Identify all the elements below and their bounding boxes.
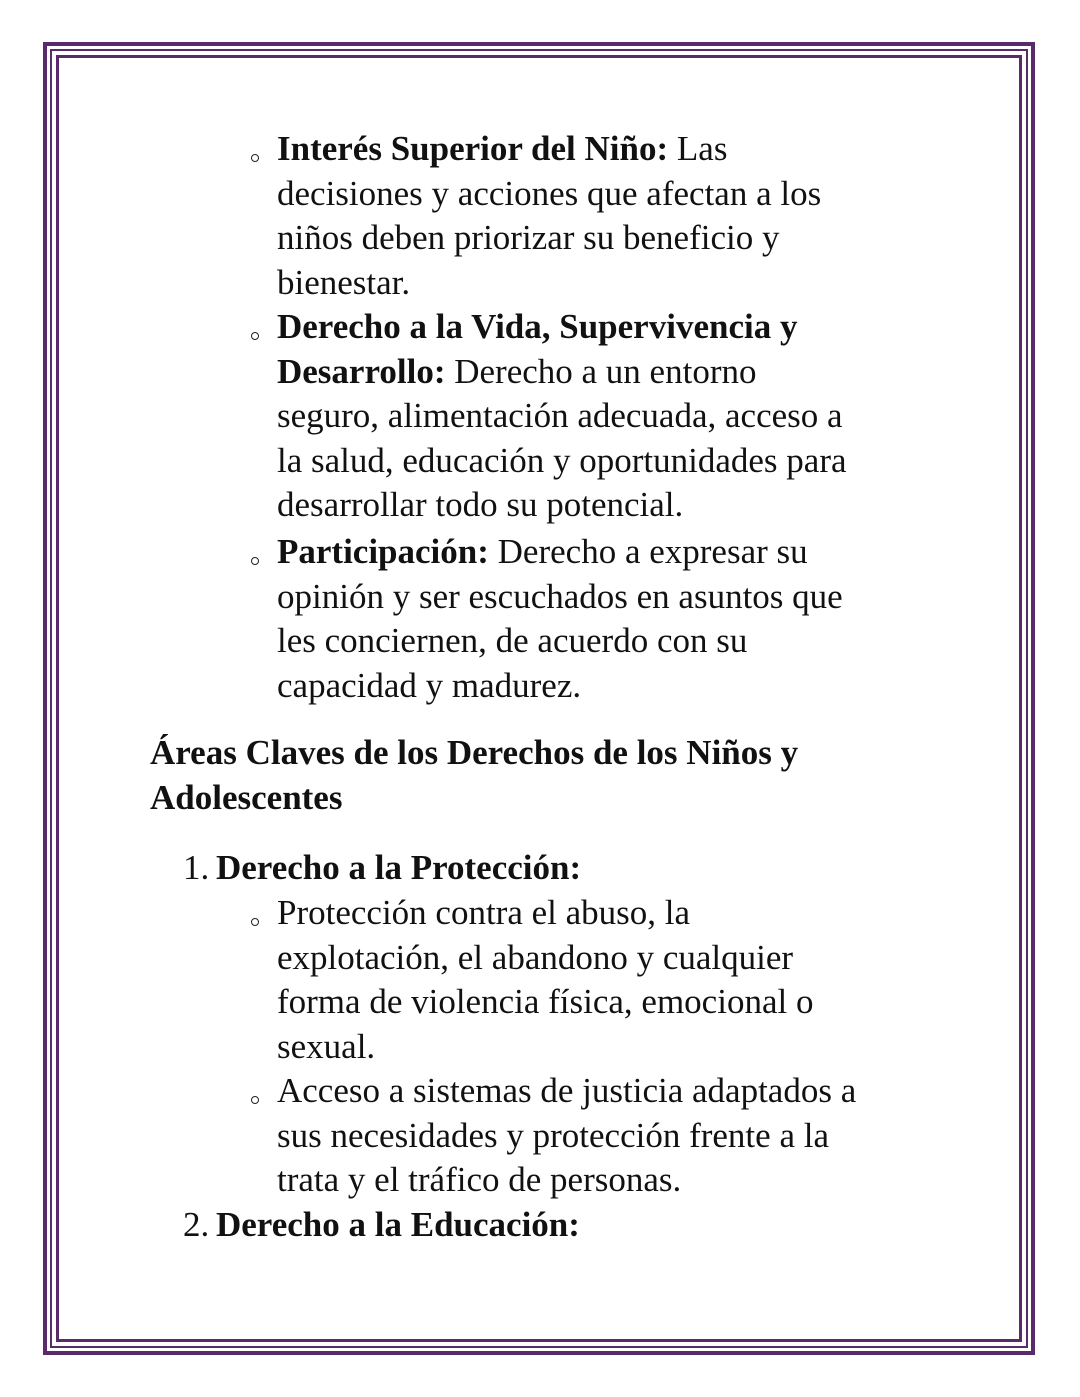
principle-title: Participación: <box>277 532 489 571</box>
principle-text: la salud, educación y oportunidades para <box>277 440 847 480</box>
principle-item <box>277 127 937 305</box>
principle-title: Derecho a la Vida, Supervivencia y <box>277 307 798 346</box>
bullet-circle-icon <box>251 1096 259 1104</box>
bullet-circle-icon <box>251 332 259 340</box>
area-title: Derecho a la Protección: <box>216 848 582 887</box>
principle-item <box>277 305 937 528</box>
area-item-text: forma de violencia física, emocional o <box>277 982 814 1021</box>
principle-title: Desarrollo: <box>277 351 446 391</box>
principle-text: bienestar. <box>277 262 411 302</box>
area-item-text: Protección contra el abuso, la <box>277 893 691 932</box>
principle-title: Interés Superior del Niño: <box>277 129 669 168</box>
area-item-text: explotación, el abandono y cualquier <box>277 937 794 977</box>
principle-text: opinión y ser escuchados en asuntos que <box>277 576 843 616</box>
principle-text: Las <box>676 129 728 168</box>
principle-text: Derecho a expresar su <box>497 532 808 571</box>
principle-text: desarrollar todo su potencial. <box>277 485 684 524</box>
principle-text: decisiones y acciones que afectan a los <box>277 173 822 213</box>
list-number: 1. <box>183 848 210 887</box>
area-item-text: sus necesidades y protección frente a la <box>277 1115 829 1155</box>
principle-text: capacidad y madurez. <box>277 665 582 705</box>
principle-text: niños deben priorizar su beneficio y <box>277 218 780 257</box>
area-title: Derecho a la Educación: <box>216 1205 580 1244</box>
area-item-text: trata y el tráfico de personas. <box>277 1160 682 1199</box>
area-item-text: sexual. <box>277 1026 376 1066</box>
bullet-circle-icon <box>251 557 259 565</box>
area-item <box>277 1069 937 1203</box>
principle-text: les conciernen, de acuerdo con su <box>277 621 748 660</box>
area-item <box>277 891 937 1069</box>
bullet-circle-icon <box>251 918 259 926</box>
principle-item <box>277 530 937 708</box>
area-item-text: Acceso a sistemas de justicia adaptados a <box>277 1071 857 1110</box>
bullet-circle-icon <box>251 154 259 162</box>
section-heading: Áreas Claves de los Derechos de los Niños y Adolescentes <box>150 733 799 817</box>
list-number: 2. <box>183 1205 210 1244</box>
principle-text: Derecho a un entorno <box>454 351 757 391</box>
principle-text: seguro, alimentación adecuada, acceso a <box>277 396 843 435</box>
